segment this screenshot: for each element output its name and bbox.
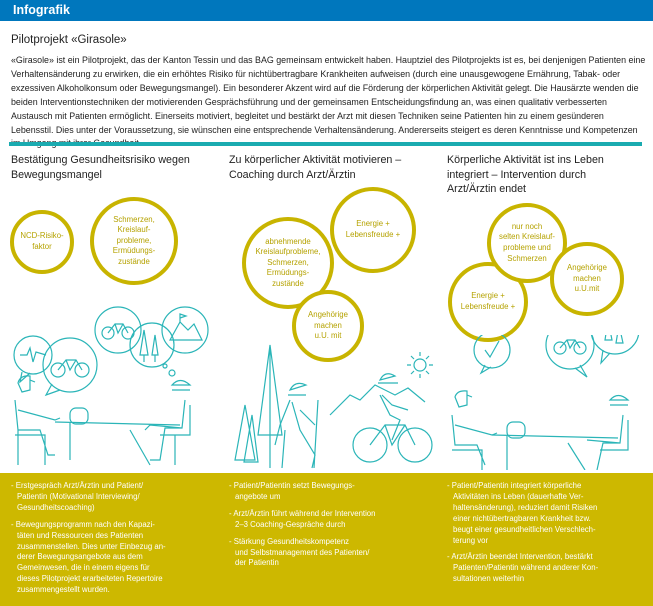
- bubble-symptoms: [90, 197, 178, 285]
- bubble-ncd-risk: [10, 210, 74, 274]
- list-item: - Patient/Patientin setzt Bewegungs- angebote um: [229, 481, 355, 501]
- list-item: - Erstgespräch Arzt/Ärztin und Patient/ Patientin (Motivational Interviewing/ Gesundheitscoaching): [11, 481, 144, 512]
- list-item: - Bewegungsprogramm nach den Kapazi- täten und Ressourcen des Patienten zusammenstellen. Dies unter Einbezug an- derer Bewegungsangebote aus dem Gemeinwesen, die in einem eigens für dieses Pilotprojekt erarbeiteten Repertoire zusammengestellt wurden.: [11, 519, 166, 595]
- divider: [9, 142, 642, 146]
- patient-figure: [145, 381, 190, 466]
- heart-rate-thought-icon: [14, 336, 52, 382]
- bubble-text: nur noch selten Kreislauf- probleme und Schmerzen: [499, 221, 555, 263]
- bottom-panel: [0, 473, 653, 606]
- bubble-text: Angehörige machen u.U. mit: [308, 310, 348, 341]
- mountains: [330, 385, 425, 415]
- list-item: - Stärkung Gesundheitskompetenz und Selbstmanagement des Patienten/ der Patientin: [229, 536, 370, 568]
- cyclist-figure: [353, 374, 432, 462]
- checkmark-speech-icon: [474, 335, 510, 373]
- consultation-illustration: [0, 300, 220, 470]
- bubble-text: Energie + Lebensfreude +: [460, 291, 516, 311]
- header-bar: [0, 0, 653, 21]
- project-title: Pilotprojekt «Girasole»: [11, 34, 127, 46]
- bicycle-thought-icon: [95, 307, 141, 353]
- column-1-heading: Bestätigung Gesundheitsrisiko wegen Bewegungsmangel: [11, 154, 190, 181]
- bubble-text: NCD-Risiko- faktor: [20, 231, 64, 251]
- sun-icon: [407, 352, 433, 378]
- doctor-figure: [452, 391, 497, 470]
- list-item: - Arzt/Ärztin beendet Intervention, bestärkt Patienten/Patientin während anderer Kon- sultationen weiterhin: [447, 552, 599, 584]
- list-item: - Arzt/Ärztin führt während der Intervention 2–3 Coaching-Gespräche durch: [229, 508, 376, 529]
- bubble-text: Schmerzen, Kreislauf- probleme, Ermüdungs- zustände: [112, 214, 156, 266]
- column-3-list: [447, 481, 652, 591]
- bubble-energy: [330, 187, 416, 273]
- header-title: Infografik: [13, 3, 70, 17]
- trees-speech-icon: [591, 335, 639, 363]
- bubble-text: abnehmende Kreislaufprobleme, Schmerzen, Ermüdungs- zustände: [255, 236, 321, 288]
- follow-up-illustration: [435, 335, 653, 470]
- bubble-text: Energie + Lebensfreude +: [345, 219, 401, 239]
- bubble-relatives: [550, 242, 624, 316]
- bicycle-speech-icon: [43, 338, 97, 395]
- hiker-figure: [275, 383, 318, 468]
- bubble-text: Angehörige machen u.U.mit: [567, 263, 607, 294]
- patient-figure: [587, 396, 628, 471]
- list-item: - Patient/Patientin integriert körperliche Aktivitäten ins Leben (dauerhafte Ver- haltensänderung), reduziert damit Risiken einer nichtübertragbaren Krankheit bzw. beugt einer gesundheitlichen Verschlech- terung vor: [447, 481, 598, 545]
- bicycle-speech-icon: [546, 335, 594, 377]
- column-2-heading: Zu körperlicher Aktivität motivieren – Coaching durch Arzt/Ärztin: [229, 154, 402, 181]
- table: [55, 408, 180, 465]
- column-2-list: [229, 481, 439, 575]
- column-3-heading: Körperliche Aktivität ist ins Leben integriert – Intervention durch Arzt/Ärztin endet: [447, 154, 604, 195]
- intro-paragraph: «Girasole» ist ein Pilotprojekt, das der Kanton Tessin und das BAG gemeinsam entwickelt haben. Hauptziel des Pilotprojekts ist es, bei denjenigen Patienten eine Verhaltensänderung zu erwirken, die ein erhöhtes Risiko für nichtübertragbare Krankheiten aufweisen (durch eine unausgewogene Ernährung, Tabak- oder exzessiven Alkoholkonsum oder Bewegungsmangel). Ein besonderer Akzent wird auf die Förderung der körperlichen Aktivität gelegt. Die Hausärzte wenden die beiden Interventionstechniken der motivierenden Gesprächsführung und der gemeinsamen Entscheidungsfindung an, was einen qualitativ verbesserten Austausch mit Patienten ermöglicht. Einerseits motiviert, begleitet und bestärkt der Arzt mit diesen Techniken seine Patienten hin zu einem gesünderen Lebensstil. Dies unter der Voraussetzung, sie wünschen eine entsprechende Verhaltensänderung. Andererseits steigert es deren Kenntnisse und Kompetenzen: [11, 55, 646, 135]
- trees-icon: [235, 345, 282, 468]
- hiking-cycling-illustration: [220, 340, 440, 470]
- doctor-figure: [15, 376, 60, 465]
- column-1-list: [11, 481, 216, 602]
